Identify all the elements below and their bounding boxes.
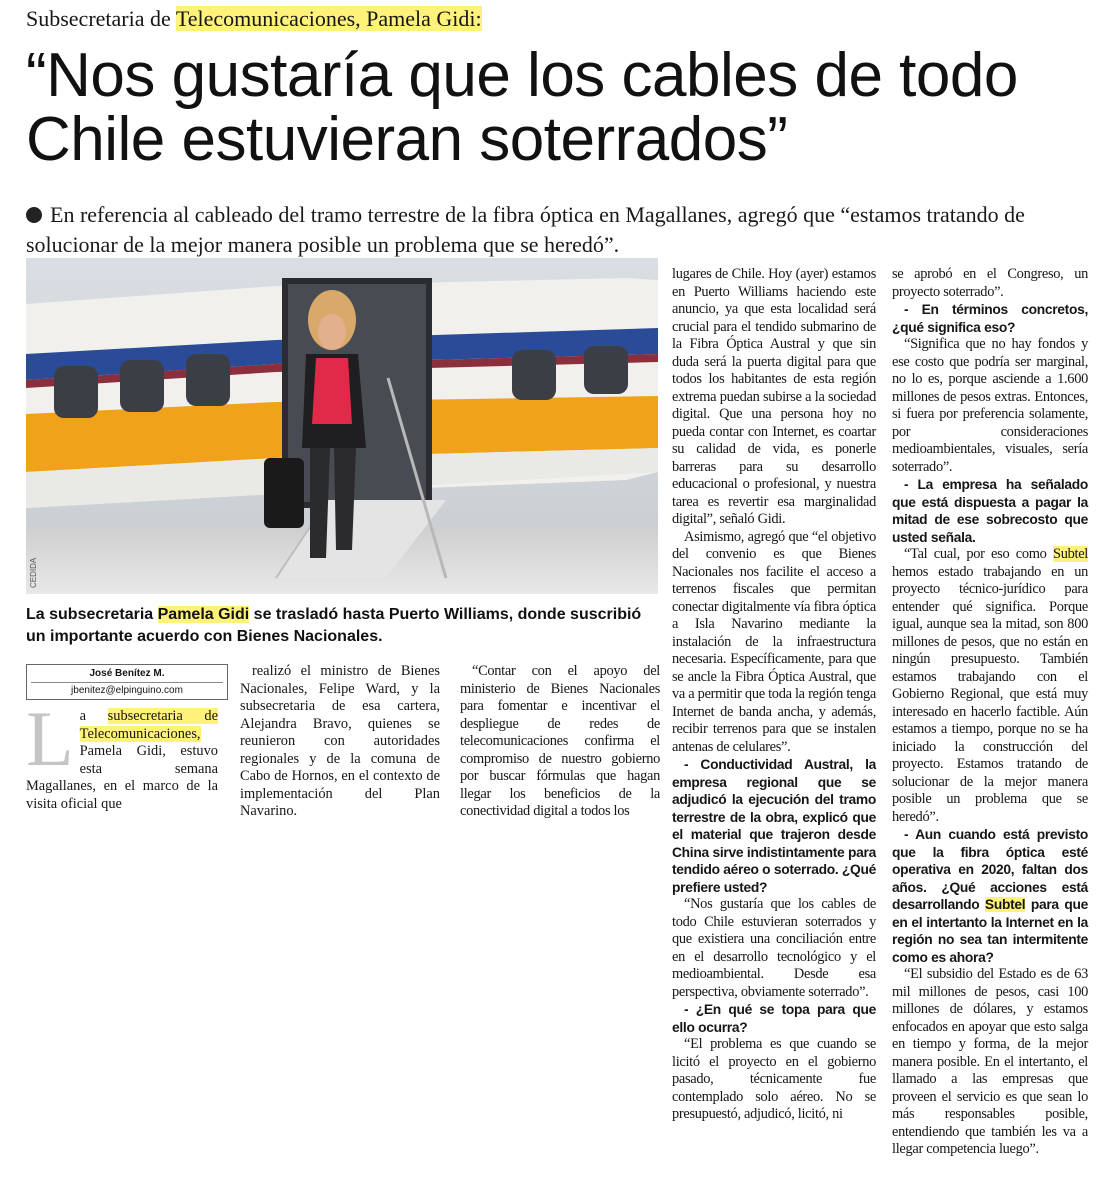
col5-question-3-start: - Aun cuando está previsto que la fibra óptica esté operativa en 2020, faltan dos años. ¿Qué acciones está desarrollando xyxy=(892,827,1088,912)
col1-pre: a xyxy=(79,708,108,724)
bullet-icon xyxy=(26,207,42,223)
caption-text-start: La subsecretaria xyxy=(26,606,158,623)
kicker-highlight: Telecomunicaciones, Pamela Gidi: xyxy=(175,6,482,31)
col5-question-3 xyxy=(892,826,1088,966)
col5-question-2: - La empresa ha señalado que está dispuesta a pagar la mitad de ese sobrecosto que usted señala. xyxy=(892,477,1088,545)
kicker xyxy=(26,6,482,32)
article-photo xyxy=(26,258,658,594)
col5-answer-2-start: “Tal cual, por eso como xyxy=(904,546,1054,562)
column-5 xyxy=(892,266,1088,1159)
photo-caption xyxy=(26,604,662,648)
col4-question-2: - ¿En qué se topa para que ello ocurra? xyxy=(672,1002,876,1035)
drop-cap: L xyxy=(26,695,74,782)
caption-highlight: Pamela Gidi xyxy=(157,606,250,623)
col4-paragraph-2: Asimismo, agregó que “el objetivo del convenio es que Bienes Nacionales nos facilite el acceso a terrenos fiscales que permitan conectar digitalmente vía fibra óptica a Isla Navarino mediante la instalación de la infraestructura necesaria. Específicamente, para que se ancle la Fibra Óptica Austral, que va a permitir que toda la región tenga Internet de banda ancha, y además, recibir terrenos para que se instalen antenas de celulares”. xyxy=(672,528,876,755)
col1-highlight: subsecretaria de Telecomunicaciones, xyxy=(79,708,218,742)
col4-answer-2: “El problema es que cuando se licitó el proyecto en el gobierno pasado, técnicamente fue contemplado solo aéreo. No se presupuestó, adjudicó, licitó, ni xyxy=(672,1036,876,1122)
deck xyxy=(26,200,1086,260)
col5-answer-2-end: hemos estado trabajando en un proyecto técnico-jurídico para entender qué significa. Porque igual, aunque sea la mitad, son 800 millones de pesos, que no están en ningún presupuesto. También estamos trabajando con el Gobierno Regional, que está muy interesado en hacerlo factible. Aún estamos a tiempo, porque no se ha iniciado la construcción del proyecto. Estamos tratando de solucionar de la mejor manera posible un problema que se heredó”. xyxy=(892,563,1088,825)
col5-question-1: - En términos concretos, ¿qué significa eso? xyxy=(892,302,1088,335)
column-3 xyxy=(460,663,660,821)
col1-text: Pamela Gidi, estuvo esta semana Magallanes, en el marco de la visita oficial que xyxy=(26,743,218,812)
col4-answer-1: “Nos gustaría que los cables de todo Chile estuvieran soterrados y que existiera una conciliación entre en el desarrollo tecnológico y el medioambiental. Desde esa perspectiva, obviamente soterrado”. xyxy=(672,896,876,1000)
deck-text: En referencia al cableado del tramo terrestre de la fibra óptica en Magallanes, agregó que “estamos tratando de solucionar de la mejor manera posible un problema que se heredó”. xyxy=(26,202,1025,257)
col5-answer-1: “Significa que no hay fondos y ese costo que podría ser marginal, no lo es, porque asciende a 1.600 millones de pesos extras. Entonces, si fuera por preferencia solamente, por consideraciones medioambientales, visuales, sería soterrado”. xyxy=(892,336,1088,475)
col5-question-3-highlight: Subtel xyxy=(984,897,1026,912)
col5-answer-2-highlight: Subtel xyxy=(1053,546,1088,562)
airplane-photo xyxy=(26,258,658,594)
col5-answer-3: “El subsidio del Estado es de 63 mil millones de pesos, casi 100 millones de dólares, y estamos enfocados en apoyar que esto salga en tiempo y forma, de la mejor manera posible. En el intertanto, el llamado a las empresas que proveen el servicio es que sean lo más responsables posible, entendiendo que también les va a llegar competencia luego”. xyxy=(892,966,1088,1157)
column-2 xyxy=(240,663,440,821)
column-1 xyxy=(26,695,218,813)
author-name: José Benítez M. xyxy=(89,668,165,679)
col3-paragraph: “Contar con el apoyo del ministerio de Bienes Nacionales para fomentar e incentivar el despliegue de redes de telecomunicaciones confirma el compromiso de nuestro gobierno por buscar fórmulas que hagan llegar los beneficios de la conectividad digital a todos los xyxy=(460,663,660,819)
column-4 xyxy=(672,266,876,1124)
kicker-text: Subsecretaria de xyxy=(26,6,176,31)
col2-paragraph: realizó el ministro de Bienes Nacionales, Felipe Ward, y la subsecretaria de esa cartera, Alejandra Bravo, quienes se reunieron con autoridades regionales y de la comuna de Cabo de Hornos, en el contexto de implementación del Plan Navarino. xyxy=(240,663,440,819)
col4-paragraph-1: lugares de Chile. Hoy (ayer) estamos en Puerto Williams haciendo este anuncio, ya que esta localidad será crucial para el tendido submarino de la Fibra Óptica Austral y que sin duda será la puerta digital para que todos los habitantes de esta región extrema puedan subirse a la sociedad digital. Que una persona hoy no pueda contar con Internet, es coartar su calidad de vida, es ponerle barreras para su desarrollo educacional o profesional, y nuestra tarea es revertir esa marginalidad digital”, señaló Gidi. xyxy=(672,266,876,527)
photo-credit: CEDIDA xyxy=(29,557,38,588)
col5-question-3-end: para que en el intertanto la Internet en la región no sea tan intermitente como es ahora? xyxy=(892,897,1089,965)
author-email[interactable]: jbenitez@elpinguino.com xyxy=(31,682,223,696)
headline: “Nos gustaría que los cables de todo Chile estuvieran soterrados” xyxy=(26,41,1018,174)
col4-question-1: - Conductividad Austral, la empresa regional que se adjudicó la ejecución del tramo terrestre de la obra, explicó que el material que trajeron desde China sirve indistintamente para tendido aéreo o soterrado. ¿Qué prefiere usted? xyxy=(672,757,876,895)
col5-paragraph-1: se aprobó en el Congreso, un proyecto soterrado”. xyxy=(892,266,1088,300)
col5-answer-2 xyxy=(892,546,1088,826)
caption-text-end: se trasladó hasta Puerto Williams, donde suscribió un importante acuerdo con Bienes Nacionales. xyxy=(26,606,642,645)
